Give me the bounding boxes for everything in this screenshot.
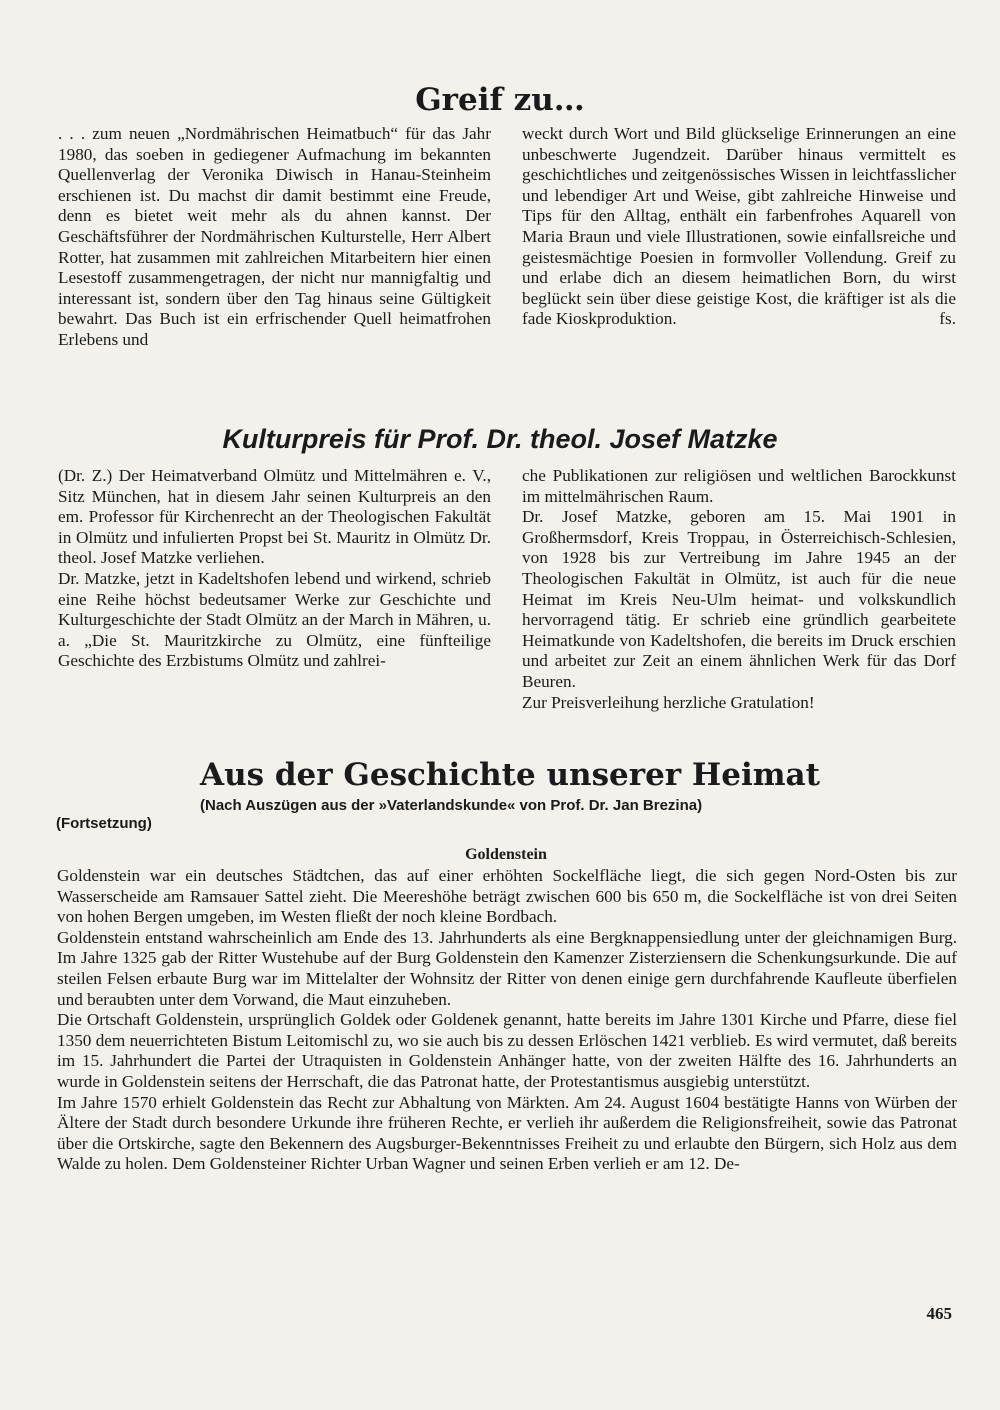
article3-body	[57, 866, 957, 1175]
article-title-geschichte: Aus der Geschichte unserer Heimat	[200, 757, 820, 793]
article-title-greif-zu: Greif zu…	[415, 82, 585, 118]
article-title-kulturpreis: Kulturpreis für Prof. Dr. theol. Josef Matzke	[222, 424, 778, 454]
article2-right-column	[522, 466, 956, 713]
article2-left-column	[58, 466, 491, 672]
article1-left-column	[58, 124, 491, 351]
article2-right-paragraph-3: Zur Preisverleihung herzliche Gratulation!	[522, 692, 815, 712]
section-heading-goldenstein: Goldenstein	[465, 846, 547, 863]
article2-right-paragraph-1: che Publikationen zur religiösen und weltlichen Barockkunst im mittelmährischen Raum.	[522, 466, 956, 506]
article1-right-text: weckt durch Wort und Bild glückselige Erinnerungen an eine unbeschwerte Jugendzeit. Darüber hinaus vermittelt es geschichtliches und zeitgenössisches Wissen in leichtfasslicher und lebendiger Art und Weise, gibt zahlreiche Hinweise und Tips für den Alltag, enthält ein farbenfrohes Aquarell von Maria Braun und viele Illustrationen, sowie einfallsreiche und geistesmächtige Poesien in formvoller Vollendung. Greif zu und erlabe dich an diesem heimatlichen Born, du wirst beglückt sein über diese geistige Kost, die kräftiger ist als die fade Kioskproduktion.	[522, 124, 956, 329]
article1-left-text: . . . zum neuen „Nordmährischen Heimatbuch“ für das Jahr 1980, das soeben in gediegener Aufmachung im bekannten Quellenverlag der Veronika Diwisch in Hanau-Steinheim erschienen ist. Du machst dir damit bestimmt eine Freude, denn es bietet weit mehr als du ahnen kannst. Der Geschäftsführer der Nordmährischen Kulturstelle, Herr Albert Rotter, hat zusammen mit zahlreichen Mitarbeitern hier einen Lesestoff zusammengetragen, der nicht nur mannigfaltig und interessant ist, sondern über den Tag hinaus seine Gültigkeit bewahrt. Das Buch ist ein erfrischender Quell heimatfrohen Erlebens und	[58, 124, 491, 349]
article2-right-paragraph-2: Dr. Josef Matzke, geboren am 15. Mai 1901 in Großhermsdorf, Kreis Troppau, in Österreichisch-Schlesien, von 1928 bis zur Vertreibung im Jahre 1945 an der Theologischen Fakultät in Olmütz, ist auch für die neue Heimat im Kreis Neu-Ulm heimat- und volkskundlich hervorragend tätig. Er schrieb eine gründlich gearbeitete Heimatkunde von Kadeltshofen, die bereits im Druck erschien und arbeitet zur Zeit an einem ähnlichen Werk für das Dorf Beuren.	[522, 507, 956, 691]
article1-signature: fs.	[939, 309, 956, 329]
article3-paragraph-3: Die Ortschaft Goldenstein, ursprünglich Goldek oder Goldenek genannt, hatte bereits im Jahre 1301 Kirche und Pfarre, diese fiel 1350 dem neuerrichteten Bistum Leitomischl zu, wo sie auch bis zu dessen Erlöschen 1421 verblieb. Es wird vermutet, daß bereits im 15. Jahrhundert die Partei der Utraquisten in Goldenstein Anhänger hatte, von der zweiten Hälfte des 16. Jahrhunderts an wurde in Goldenstein seitens der Herrschaft, die das Patronat hatte, der Protestantismus ausgiebig unterstützt.	[57, 1010, 957, 1091]
article3-paragraph-1: Goldenstein war ein deutsches Städtchen, das auf einer erhöhten Sockelfläche liegt, die sich gegen Nord-Osten bis zur Wasserscheide am Ramsauer Sattel zieht. Die Meereshöhe beträgt zwischen 600 bis 650 m, die Sockelfläche ist von drei Seiten von hohen Bergen umgeben, im Westen fließt der noch kleine Bordbach.	[57, 866, 957, 927]
article2-left-paragraph-1: (Dr. Z.) Der Heimatverband Olmütz und Mittelmähren e. V., Sitz München, hat in diesem Jahr seinen Kulturpreis an den em. Professor für Kirchenrecht an der Theologischen Fakultät in Olmütz und infulierten Propst bei St. Mauritz in Olmütz Dr. theol. Josef Matzke verliehen.	[58, 466, 491, 568]
article3-paragraph-4: Im Jahre 1570 erhielt Goldenstein das Recht zur Abhaltung von Märkten. Am 24. August 1604 bestätigte Hanns von Würben der Ältere der Stadt durch besondere Urkunde ihre früheren Rechte, er verlieh ihr außerdem die Religionsfreiheit, sowie das Patronat über die Ortskirche, sagte den Bekennern des Augsburger-Bekenntnisses Freiheit zu und erlaubte den Bürgern, sich Holz aus dem Walde zu holen. Dem Goldensteiner Richter Urban Wagner und seinen Erben verlieh er am 12. De-	[57, 1092, 957, 1174]
page-number: 465	[926, 1304, 952, 1323]
article2-left-paragraph-2: Dr. Matzke, jetzt in Kadeltshofen lebend und wirkend, schrieb eine Reihe höchst bedeutsamer Werke zur Geschichte und Kulturgeschichte der Stadt Olmütz an der March in Mähren, u. a. „Die St. Mauritzkirche zu Olmütz, eine fünfteilige Geschichte des Erzbistums Olmütz und zahlrei-	[58, 568, 491, 671]
article1-right-column	[522, 124, 956, 330]
article3-paragraph-2: Goldenstein entstand wahrscheinlich am Ende des 13. Jahrhunderts als eine Bergknappensiedlung unter der gleichnamigen Burg. Im Jahre 1325 gab der Ritter Wustehube auf der Burg Goldenstein den Kamenzer Zisterziensern die Schenkungsurkunde. Die auf steilen Felsen erbaute Burg war im Mittelalter der Wohnsitz der Ritter von denen einige gern durchfahrende Kaufleute überfielen und beraubten unter dem Vorwand, die Maut einzuheben.	[57, 927, 957, 1009]
article3-subtitle: (Nach Auszügen aus der »Vaterlandskunde« von Prof. Dr. Jan Brezina)	[200, 797, 703, 814]
article3-continued-label: (Fortsetzung)	[56, 815, 152, 832]
article1-right-paragraph	[522, 124, 956, 330]
